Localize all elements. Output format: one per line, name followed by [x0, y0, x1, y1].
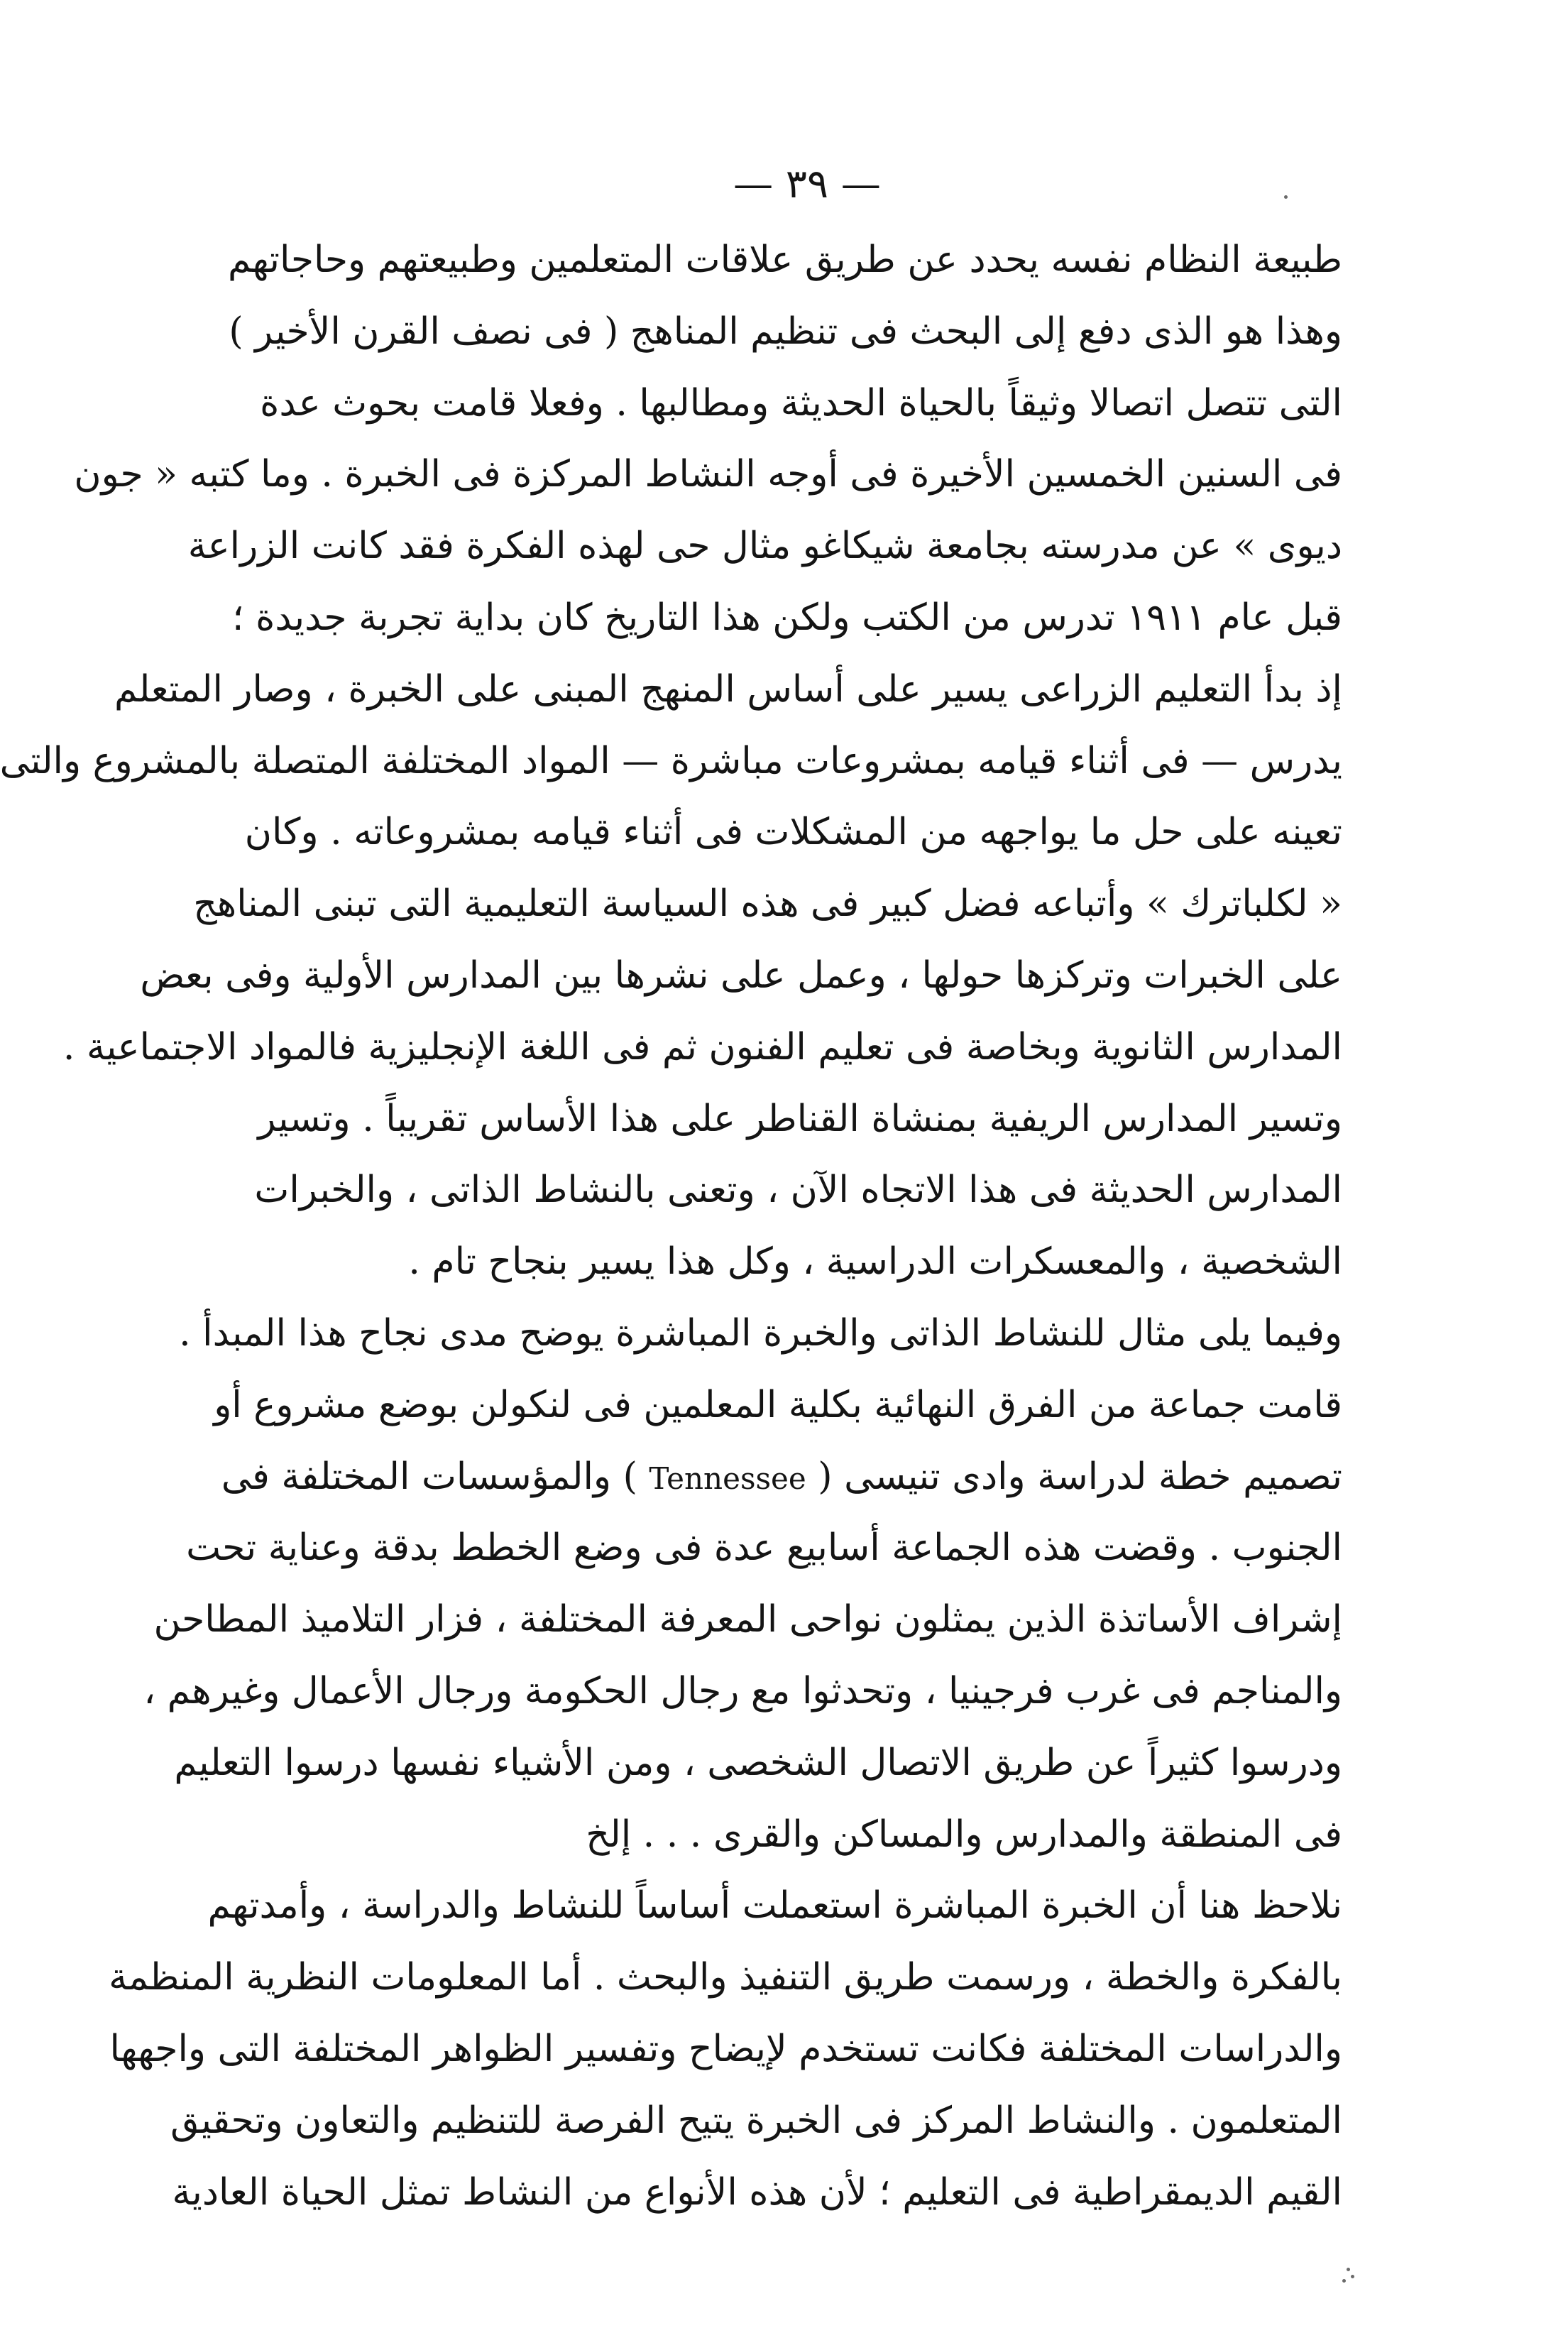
text-line-28: القيم الديمقراطية فى التعليم ؛ لأن هذه الأنواع من النشاط تمثل الحياة العادية [172, 2170, 1342, 2214]
paper-speck [1347, 2268, 1350, 2271]
text-line-9: تعينه على حل ما يواجهه من المشكلات فى أثناء قيامه بمشروعاته . وكان [244, 811, 1342, 854]
text-line-3: التى تتصل اتصالا وثيقاً بالحياة الحديثة ومطالبها . وفعلا قامت بحوث عدة [260, 381, 1342, 425]
text-line-18 [221, 1441, 1342, 1513]
text-line-14: المدارس الحديثة فى هذا الاتجاه الآن ، وتعنى بالنشاط الذاتى ، والخبرات [254, 1169, 1342, 1212]
text-line-21: والمناجم فى غرب فرجينيا ، وتحدثوا مع رجال الحكومة ورجال الأعمال وغيرهم ، [143, 1669, 1342, 1712]
text-line-10: « لكلباترك » وأتباعه فضل كبير فى هذه السياسة التعليمية التى تبنى المناهج [193, 883, 1342, 926]
text-line-12: المدارس الثانوية وبخاصة فى تعليم الفنون ثم فى اللغة الإنجليزية فالمواد الاجتماعية . [62, 1025, 1342, 1069]
text-line-2: وهذا هو الذى دفع إلى البحث فى تنظيم المناهج ( فى نصف القرن الأخير ) [229, 310, 1342, 353]
text-line-11: على الخبرات وتركزها حولها ، وعمل على نشرها بين المدارس الأولية وفى بعض [140, 954, 1342, 997]
text-line-6: قبل عام ١٩١١ تدرس من الكتب ولكن هذا التاريخ كان بداية تجربة جديدة ؛ [232, 596, 1342, 639]
text-line-26: والدراسات المختلفة فكانت تستخدم لإيضاح وتفسير الظواهر المختلفة التى واجهها [109, 2027, 1342, 2070]
text-line-7: إذ بدأ التعليم الزراعى يسير على أساس المنهج المبنى على الخبرة ، وصار المتعلم [114, 667, 1342, 711]
text-line-8: يدرس — فى أثناء قيامه بمشروعات مباشرة — المواد المختلفة المتصلة بالمشروع والتى [0, 739, 1342, 782]
text-line-16: وفيما يلى مثال للنشاط الذاتى والخبرة المباشرة يوضح مدى نجاح هذا المبدأ . [179, 1311, 1342, 1355]
text-line-13: وتسير المدارس الريفية بمنشاة القناطر على هذا الأساس تقريباً . وتسير [258, 1097, 1342, 1140]
text-line-15: الشخصية ، والمعسكرات الدراسية ، وكل هذا يسير بنجاح تام . [408, 1240, 1342, 1284]
text-line-17: قامت جماعة من الفرق النهائية بكلية المعلمين فى لنكولن بوضع مشروع أو [214, 1383, 1342, 1426]
text-line-5: ديوى » عن مدرسته بجامعة شيكاغو مثال حى لهذه الفكرة فقد كانت الزراعة [187, 525, 1342, 568]
body-text [0, 224, 1342, 2228]
text-line-1: طبيعة النظام نفسه يحدد عن طريق علاقات المتعلمين وطبيعتهم وحاجاتهم [227, 239, 1342, 281]
paper-speck [1342, 2279, 1346, 2283]
page-number: — ٣٩ — [733, 161, 881, 207]
text-line-20: إشراف الأساتذة الذين يمثلون نواحى المعرفة المختلفة ، فزار التلاميذ المطاحن [153, 1598, 1342, 1641]
text-line-23: فى المنطقة والمدارس والمساكن والقرى . . . إلخ [586, 1813, 1342, 1856]
paper-speck [1351, 2275, 1354, 2278]
text-line-4: فى السنين الخمسين الأخيرة فى أوجه النشاط المركزة فى الخبرة . وما كتبه « جون [74, 453, 1342, 496]
paper-speck [1284, 195, 1288, 199]
text-line-25: بالفكرة والخطة ، ورسمت طريق التنفيذ والبحث . أما المعلومات النظرية المنظمة [109, 1956, 1342, 1999]
text-line-19: الجنوب . وقضت هذه الجماعة أسابيع عدة فى وضع الخطط بدقة وعناية تحت [186, 1526, 1342, 1570]
text-line-27: المتعلمون . والنشاط المركز فى الخبرة يتيح الفرصة للتنظيم والتعاون وتحقيق [170, 2099, 1342, 2142]
text-line-22: ودرسوا كثيراً عن طريق الاتصال الشخصى ، ومن الأشياء نفسها درسوا التعليم [174, 1741, 1342, 1784]
text-line-24: نلاحظ هنا أن الخبرة المباشرة استعملت أساساً للنشاط والدراسة ، وأمدتهم [207, 1884, 1342, 1928]
text-line-18-text: تصميم خطة لدراسة وادى تنيسى ( Tennessee ) والمؤسسات المختلفة فى [221, 1455, 1342, 1498]
latin-term-tennessee: Tennessee [649, 1460, 806, 1496]
